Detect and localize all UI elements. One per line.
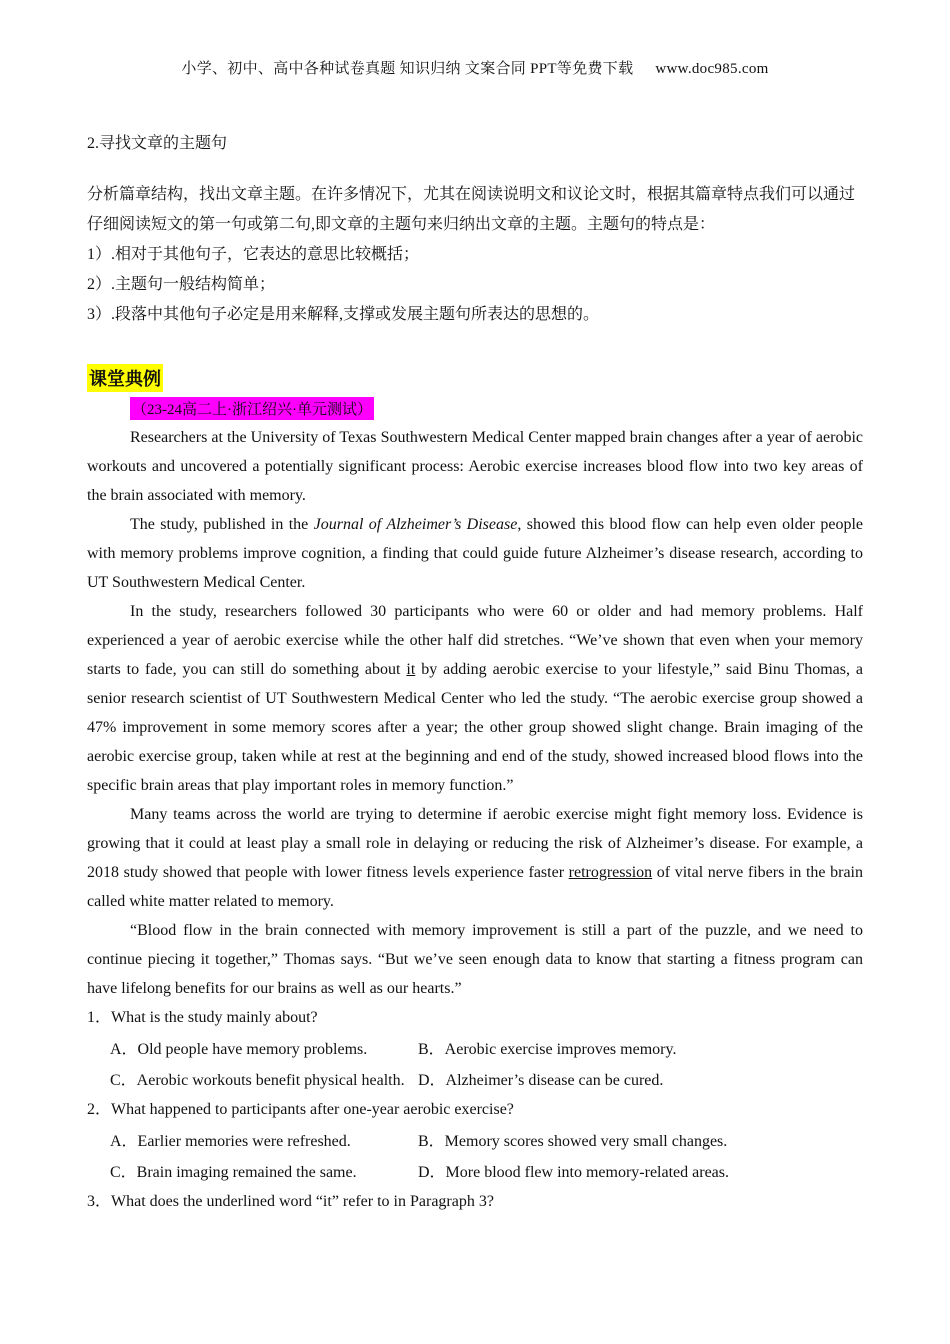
journal-name: Journal of Alzheimer’s Disease: [313, 516, 518, 533]
question-1-options-row-1: [87, 1034, 863, 1065]
intro-paragraph: 分析篇章结构，找出文章主题。在许多情况下，尤其在阅读说明文和议论文时，根据其篇章特点我们可以通过仔细阅读短文的第一句或第二句,即文章的主题句来归纳出文章的主题。主题句的特点是：: [87, 186, 856, 233]
paragraph-1: Researchers at the University of Texas Southwestern Medical Center mapped brain changes after a year of aerobic workouts and uncovered a potentially significant process: Aerobic exercise increases blood flow into two key areas of the brain associated with memory.: [87, 429, 863, 504]
point-3: 3）.段落中其他句子必定是用来解释,支撑或发展主题句所表达的思想的。: [87, 306, 600, 323]
point-1: 1）.相对于其他句子，它表达的意思比较概括；: [87, 246, 420, 263]
section-intro: [87, 180, 863, 330]
header-text: 小学、初中、高中各种试卷真题 知识归纳 文案合同 PPT等免费下载: [181, 61, 634, 77]
p2-text-post: , showed this blood flow can help even older people with memory problems improve cognition, a finding that could guide future Alzheimer’s disease research, according to UT Southwestern Medical Center.: [87, 516, 864, 591]
paragraph-4: [87, 800, 863, 916]
q2-option-b[interactable]: B．Memory scores showed very small changes.: [418, 1133, 728, 1150]
question-1-options-row-2: [87, 1065, 863, 1096]
header-site[interactable]: www.doc985.com: [655, 61, 769, 77]
example-label: 课堂典例: [87, 364, 163, 392]
question-2-options-row-2: [87, 1157, 863, 1188]
point-2: 2）.主题句一般结构简单；: [87, 276, 276, 293]
p2-text-pre: The study, published in the: [130, 516, 314, 533]
underlined-retrogression: retrogression: [568, 864, 653, 881]
q1-option-d[interactable]: D．Alzheimer’s disease can be cured.: [418, 1072, 664, 1089]
question-1-stem: 1．What is the study mainly about?: [87, 1009, 318, 1026]
page-header: [0, 57, 950, 78]
paragraph-5: “Blood flow in the brain connected with memory improvement is still a part of the puzzle, and we need to continue piecing it together,” Thomas says. “But we’ve seen enough data to know that starting a fitness program can have lifelong benefits for our brains as well as our hearts.”: [87, 922, 863, 997]
paragraph-2: [87, 510, 863, 597]
p3-text-post: by adding aerobic exercise to your lifestyle,” said Binu Thomas, a senior research scientist of UT Southwestern Medical Center who led the study. “The aerobic exercise group showed a 47% improvement in some memory scores after a year; the other group showed slight change. Brain imaging of the aerobic exercise group, taken while at rest at the beginning and end of the study, showed increased blood flows into the specific brain areas that play important roles in memory function.”: [87, 661, 864, 794]
question-2-stem: 2．What happened to participants after one-year aerobic exercise?: [87, 1101, 514, 1118]
question-2-options-row-1: [87, 1126, 863, 1157]
p4-text-post: of vital nerve fibers in the brain called white matter related to memory.: [87, 864, 864, 910]
example-source: （23-24高二上·浙江绍兴·单元测试）: [130, 397, 374, 420]
question-list: [87, 1004, 863, 1218]
p3-text-pre: In the study, researchers followed 30 participants who were 60 or older and had memory problems. Half experienced a year of aerobic exercise while the other half did stretches. “We’ve shown that even when your memory starts to fade, you can still do something about: [87, 603, 863, 678]
underlined-it: it: [406, 661, 416, 678]
q1-option-c[interactable]: C．Aerobic workouts benefit physical health.: [110, 1072, 405, 1089]
q2-option-d[interactable]: D．More blood flew into memory-related areas.: [418, 1164, 730, 1181]
q2-option-c[interactable]: C．Brain imaging remained the same.: [110, 1164, 357, 1181]
q1-option-b[interactable]: B．Aerobic exercise improves memory.: [418, 1041, 677, 1058]
q1-option-a[interactable]: A．Old people have memory problems.: [110, 1041, 368, 1058]
q2-option-a[interactable]: A．Earlier memories were refreshed.: [110, 1133, 351, 1150]
p4-text-pre: Many teams across the world are trying to determine if aerobic exercise might fight memory loss. Evidence is growing that it could at least play a small role in delaying or reducing the risk of Alzheimer’s disease. For example, a 2018 study showed that people with lower fitness levels experience faster: [87, 806, 863, 881]
question-3-stem: 3．What does the underlined word “it” refer to in Paragraph 3?: [87, 1193, 494, 1210]
reading-passage: [87, 423, 863, 1003]
paragraph-3: [87, 597, 863, 800]
section-title: 2.寻找文章的主题句: [87, 135, 228, 152]
